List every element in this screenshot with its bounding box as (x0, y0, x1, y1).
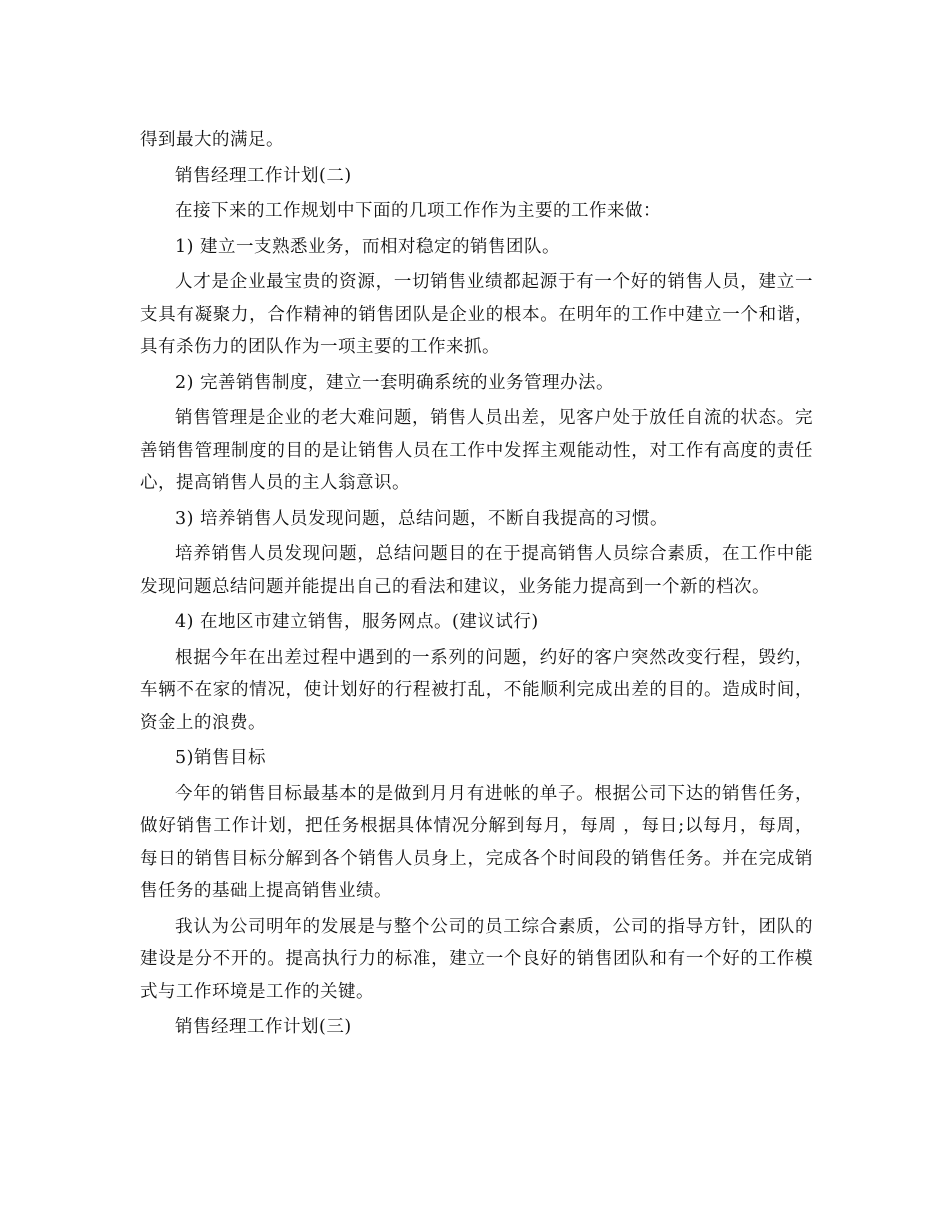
item-body-5: 今年的销售目标最基本的是做到月月有进帐的单子。根据公司下达的销售任务，做好销售工作计划，把任务根据具体情况分解到每月，每周 ，每日;以每月，每周，每日的销售目标分解到各个销售人员身上，完成各个时间段的销售任务。并在完成销售任务的基础上提高销售业绩。 (140, 783, 813, 901)
item-heading-4: 4) 在地区市建立销售，服务网点。(建议试行) (175, 612, 539, 632)
item-heading-2: 2) 完善销售制度，建立一套明确系统的业务管理办法。 (175, 372, 615, 393)
document-body (140, 124, 813, 1047)
item-heading-1: 1) 建立一支熟悉业务，而相对稳定的销售团队。 (175, 236, 561, 257)
item-body-4: 根据今年在出差过程中遇到的一系列的问题，约好的客户突然改变行程，毁约，车辆不在家的情况，使计划好的行程被打乱，不能顺利完成出差的目的。造成时间，资金上的浪费。 (140, 647, 813, 733)
paragraph-continuation: 得到最大的满足。 (140, 130, 284, 150)
item-heading-3: 3) 培养销售人员发现问题，总结问题，不断自我提高的习惯。 (175, 508, 669, 529)
item-heading-5: 5)销售目标 (175, 748, 266, 768)
item-body-1: 人才是企业最宝贵的资源，一切销售业绩都起源于有一个好的销售人员，建立一支具有凝聚力，合作精神的销售团队是企业的根本。在明年的工作中建立一个和谐，具有杀伤力的团队作为一项主要的工作来抓。 (140, 272, 813, 357)
paragraph-conclusion: 我认为公司明年的发展是与整个公司的员工综合素质，公司的指导方针，团队的建设是分不开的。提高执行力的标准，建立一个良好的销售团队和有一个好的工作模式与工作环境是工作的关键。 (140, 916, 813, 1002)
section-heading-plan-2: 销售经理工作计划(二) (175, 165, 352, 186)
paragraph-intro: 在接下来的工作规划中下面的几项工作作为主要的工作来做： (175, 201, 661, 221)
item-body-2: 销售管理是企业的老大难问题，销售人员出差，见客户处于放任自流的状态。完善销售管理制度的目的是让销售人员在工作中发挥主观能动性，对工作有高度的责任心，提高销售人员的主人翁意识。 (140, 408, 813, 493)
section-heading-plan-3: 销售经理工作计划(三) (175, 1017, 352, 1037)
item-body-3: 培养销售人员发现问题，总结问题目的在于提高销售人员综合素质，在工作中能发现问题总结问题并能提出自己的看法和建议，业务能力提高到一个新的档次。 (140, 544, 813, 597)
